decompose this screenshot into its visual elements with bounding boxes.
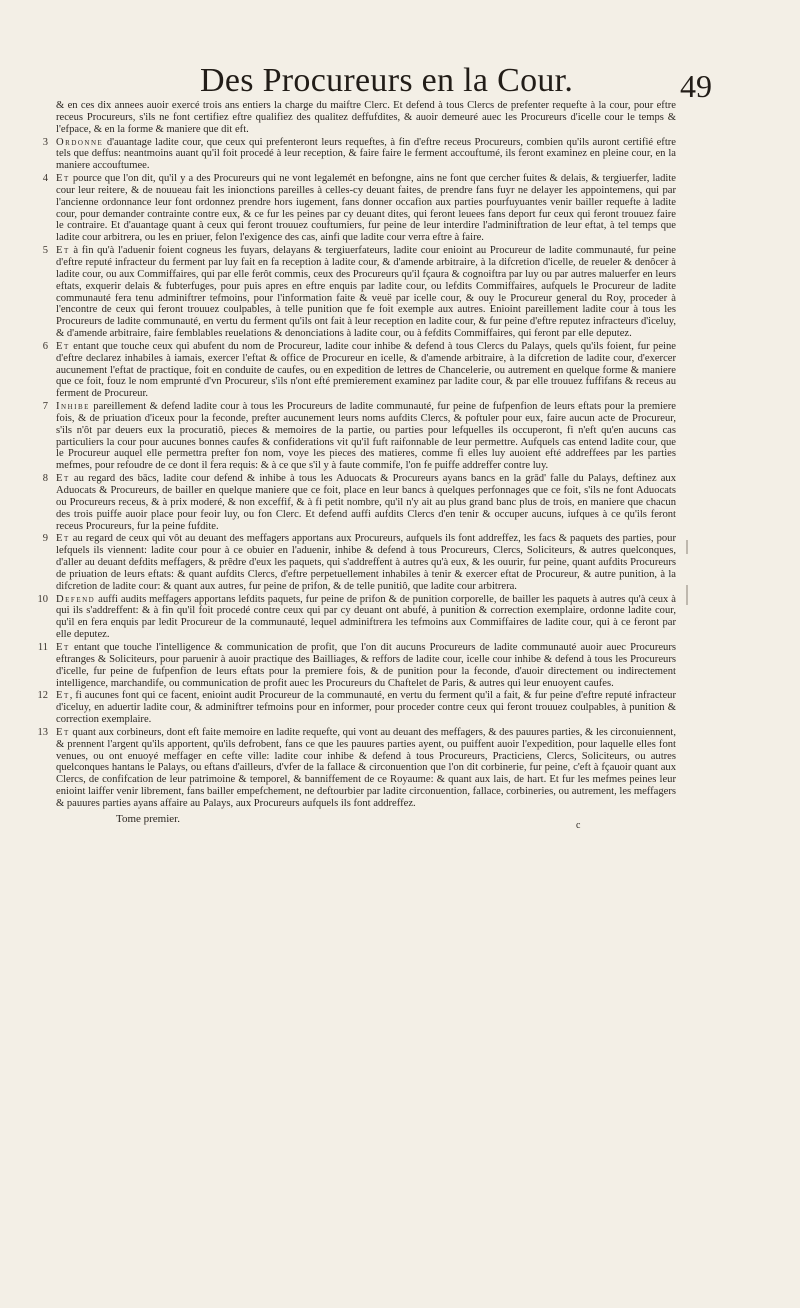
article-text: à fin qu'à l'aduenir foient cogneus les fuyars, delayans & tergiuerfateurs, ladite cour enioint au Procureur de ladite communauté, fur peine d'eftre reputé infracteur du ferment par luy fait en fa reception à ladite cour, & d'amende arbitraire, à la difcretion d'icelle, de reueler & denôcer à ladite cour, ou aux Commiffaires, qui par elle ferôt commis, ceux des Procureurs qu'il fçaura & cognoiftra par luy ou par autres maluerfer en leurs eftats, exquerir delais & fubterfuges, pour puis apres en eftre enquis par ladite cour, ou lefdits Commiffaires, aufquels le Procureur de ladite communauté fera tenu adminiftrer tefmoins, pour l'information faite & veuë par icelle cour, & ouy le Procureur general du Roy, proceder à l'encontre de ceux qui feront trouuez coulpables, à telle punition que fe foit exemple aux autres. Enioint pareillement ladite cour à tous les Procureurs de ladite communauté, en vertu du ferment qu'ils ont fait à leur reception en ladite cour, & fur peine d'eftre reputez infracteurs d'iceluy, & d'amende arbitraire, faire femblables reuelations & denonciations à ladite cour, ou à fefdits Commiffaires, qui feront par elle deputez. (56, 245, 676, 340)
running-head: Des Procureurs en la Cour. (200, 62, 574, 99)
article-lead-word: Et (56, 173, 70, 185)
article-number: 13 (37, 726, 48, 738)
catchword: Tome premier. (116, 812, 180, 825)
signature-mark: c (576, 819, 581, 831)
article-number: 9 (42, 533, 48, 545)
article-number: 7 (42, 401, 48, 413)
article-text: au regard des bācs, ladite cour defend & inhibe à tous les Aduocats & Procureurs ayans bancs en la grād' falle du Palays, deftinez aux Aduocats & Procureurs, de bailler en quelque maniere que ce foit, place en leur bancs à quelques perfonnages que ce foit, s'ils ne font Aduocats ou Procureurs receus, & à prix moderé, & non exceffif, & à fi petit nombre, qu'il n'y ait au plus grand banc plus de trois, en maniere que chacun des trois puiffe auoir place pour feoir luy, ou fon Clerc. Et defend auffi aufdits Clercs d'en tenir & occuper aucuns, iufques à ce qu'ils feront receus Procureurs, fur la peine fufdite. (56, 473, 676, 532)
article-text: quant aux corbineurs, dont eft faite memoire en ladite requefte, qui vont au deuant des meffagers, & des pauures parties, & les circonuiennent, & prennent l'argent qu'ils apportent, qu'ils defrobent, fans ce que les pauures parties ayent, ou puiffent auoir l'expedition, pour laquelle elles font venues, ou ont enuoyé meffager en cefte ville: ladite cour inhibe & defend à tous Procureurs, Practiciens, Clercs, Soliciteurs, ou autres quelconques hantans le Palays, ou eftans d'ailleurs, d'vfer de la fallace & circonuention que l'on dit corbinerie, fur peine, c'eft à fçauoir quant aux Clercs, de confifcation de leur patrimoine & temporel, & banniffement de ce Royaume: & quant aux lais, de hart. Et fur les mefmes peines leur enioint laiffer venir librement, fans bailler empefchement, ne deftourbier par ladite circonuention, fallace, corbineries, ou autrement, les meffagers & pauures parties ayans affaire au Palays, aux Procureurs aufquels ils font addreffez. (56, 726, 676, 809)
article-lead-word: Et (56, 641, 70, 653)
margin-mark (686, 540, 688, 554)
margin-mark (686, 585, 688, 605)
article-lead-word: Et (56, 340, 70, 352)
article-paragraph (37, 726, 676, 810)
article-number: 12 (37, 690, 48, 702)
article-text: entant que touche ceux qui abufent du nom de Procureur, ladite cour inhibe & defend à tous Clercs du Palays, quels qu'ils foient, fur peine d'eftre declarez inhabiles à iamais, exercer l'eftat & office de Procureur en icelle, & d'amende arbitraire, à la difcretion de ladite cour, d'exercer aucunement l'eftat de practique, foit en conduite de caufes, ou en expedition de lettres de Chancelerie, ou autrement en quelque forme & maniere que ce foit, fouz le nom emprunté d'vn Procureur, s'ils n'ont efté premierement examinez par ladite cour, & par elle trouuez fuffifans & receus au ferment de Procureur. (56, 340, 676, 400)
article-number: 10 (37, 593, 48, 605)
article-paragraph (56, 100, 676, 136)
article-number: 6 (42, 340, 48, 352)
article-lead-word: Et (56, 473, 70, 485)
article-lead-word: Et (56, 690, 70, 702)
article-paragraph (37, 641, 676, 689)
article-lead-word: Defend (56, 593, 96, 605)
article-paragraph (37, 593, 676, 641)
article-number: 5 (42, 245, 48, 257)
body-text (37, 100, 676, 831)
article-paragraph (42, 401, 676, 472)
article-lead-word: Et (56, 533, 70, 545)
article-text: entant que touche l'intelligence & communication de profit, que l'on dit aucuns Procureurs de ladite communauté auoir auec Procureurs eftranges & Soliciteurs, pour paruenir à auoir practique des Bailliages, & reffors de ladite cour, icelle cour inhibe & defend à tous les Procureurs d'icelle, fur peine de fufpenfion de leurs eftats pour la premiere fois, & de punition pour la feconde, d'auoir directement ou indirectement intelligence, marchandife, ou communication de profit auec les Procureurs du Chaftelet de Paris, & autres qui leur enuoyent caufes. (56, 641, 676, 689)
article-text: auffi audits meffagers apportans lefdits paquets, fur peine de prifon & de punition corporelle, de bailler les paquets à autres qu'à ceux à qui ils s'addreffent: & à fin qu'il foit procedé contre ceux qui par cy deuant ont abufé, à punition & correction exemplaire, ordonne ladite cour, qu'il en fera enquis par ledit Procureur de la communauté, lequel adminiftrera les tefmoins aux Commiffaires de ladite cour, qui à ce feront par elle deputez. (56, 593, 676, 641)
article-paragraph (37, 690, 676, 726)
article-lead-word: Ordonne (56, 136, 104, 148)
article-paragraph (42, 245, 676, 340)
article-paragraph (42, 173, 676, 244)
article-paragraph (42, 533, 676, 592)
article-paragraph (42, 136, 676, 173)
article-text: d'auantage ladite cour, que ceux qui prefenteront leurs requeftes, à fin d'eftre receus Procureurs, combien qu'ils auront certifié eftre tels que deffus: neantmoins auant qu'il foit procedé à leur reception, & faire faire le ferment accouftumé, ils feront examinez en pleine cour, en la maniere accouftumee. (56, 136, 676, 172)
article-paragraph (42, 473, 676, 532)
article-number: 8 (42, 473, 48, 485)
article-number: 4 (42, 173, 48, 185)
article-text: au regard de ceux qui vôt au deuant des meffagers apportans aux Procureurs, aufquels ils font addreffez, les facs & paquets des parties, pour lefquels ils viennent: ladite cour pour à ce obuier en l'aduenir, inhibe & defend à tous Procureurs, Clercs, Soliciteurs, & autres quelconques, d'aller au deuant defdits meffagers, & prêdre d'eux les paquets, qui s'addreffent à autres qu'à eux, & les ouurir, fur peine, quant aufdits Procureurs de priuation de leurs eftats: & quant aufdits Clercs, d'eftre perpetuellement inhabiles à tenir & exercer eftat de Procureur, & autre punition, à la difcretion de ladite cour: & quant aux autres, fur peine de prifon, & de telle punitiô, que ladite cour arbitrera. (56, 533, 676, 592)
article-number: 11 (37, 641, 48, 653)
article-text: pource que l'on dit, qu'il y a des Procureurs qui ne vont legalemét en befongne, ains ne font que cercher fuites & delais, & tergiuerfer, ladite cour leur reitere, & de nouueau fait les inionctions pareilles à celles-cy deuant faites, de prendre fans fuyr ne delayer les appointemens, qui par l'ancienne ordonnance leur font ordonnez prendre hors iugement, fans donner occafion aux parties pourfuyuantes venir bailler requefte à ladite cour, pour demander contrainte contre eux, & ce fur les peines par cy deuant dites, qui feront leuees fans deport fur ceux qui feront trouuez faire le contraire. Et d'auantage quant à ceux qui feront trouuez couftumiers, fur peine de leur interdire l'adminiftration de leur eftat, à tel temps que ladite cour arbitrera, ou les en priuer, felon l'exigence des cas, ainfi que ladite cour verra eftre à faire. (56, 173, 676, 244)
article-number: 3 (42, 136, 48, 148)
article-text: , fi aucunes font qui ce facent, enioint audit Procureur de la communauté, en vertu du ferment qu'il a fait, & fur peine d'eftre reputé infracteur d'iceluy, en aduertir ladite cour, & adminiftrer tefmoins pour en informer, pour proceder contre ceux qui feront trouuez coulpables, à punition & correction exemplaire. (56, 690, 676, 726)
article-lead-word: Et (56, 726, 70, 738)
article-lead-word: Et (56, 245, 70, 257)
article-text: & en ces dix annees auoir exercé trois ans entiers la charge du maiftre Clerc. Et defend à tous Clercs de prefenter requefte à la cour, pour eftre receus Procureurs, s'ils ne font certifiez eftre qualifiez des qualitez deffufdites, & auoir demeuré auec les Procureurs d'icelle cour le temps & l'efpace, & en la forme & maniere que dit eft. (56, 100, 676, 135)
article-text: pareillement & defend ladite cour à tous les Procureurs de ladite communauté, fur peine de fufpenfion de leurs eftats pour la premiere fois, & de priuation d'iceux pour la feconde, prefter aucunement leurs noms aufdits Clercs, & poftuler pour eux, faire aucun acte de Procureur, s'ils n'ôt par deuers eux la procuratiô, pieces & memoires de la partie, ou parties pour lefquelles ils occuperont, fi n'eft qu'en aucuns cas particuliers la cour pour aucunes bonnes caufes & confiderations vit qu'il fuft raifonnable de leur permettre. Aufquels cas entend ladite cour, que le Procureur auquel elle permettra prefter fon nom, voye les pieces des matieres, comme fi elles luy auoient efté addreffees par les parties mefmes, pour refoudre de ce dont il fera requis: & à ce que s'il y à faute commife, l'on fe puiffe addreffer contre luy. (56, 401, 676, 472)
article-lead-word: Inhibe (56, 401, 90, 413)
article-paragraph (42, 340, 676, 400)
page-footer (56, 812, 676, 831)
page-number: 49 (680, 68, 712, 104)
